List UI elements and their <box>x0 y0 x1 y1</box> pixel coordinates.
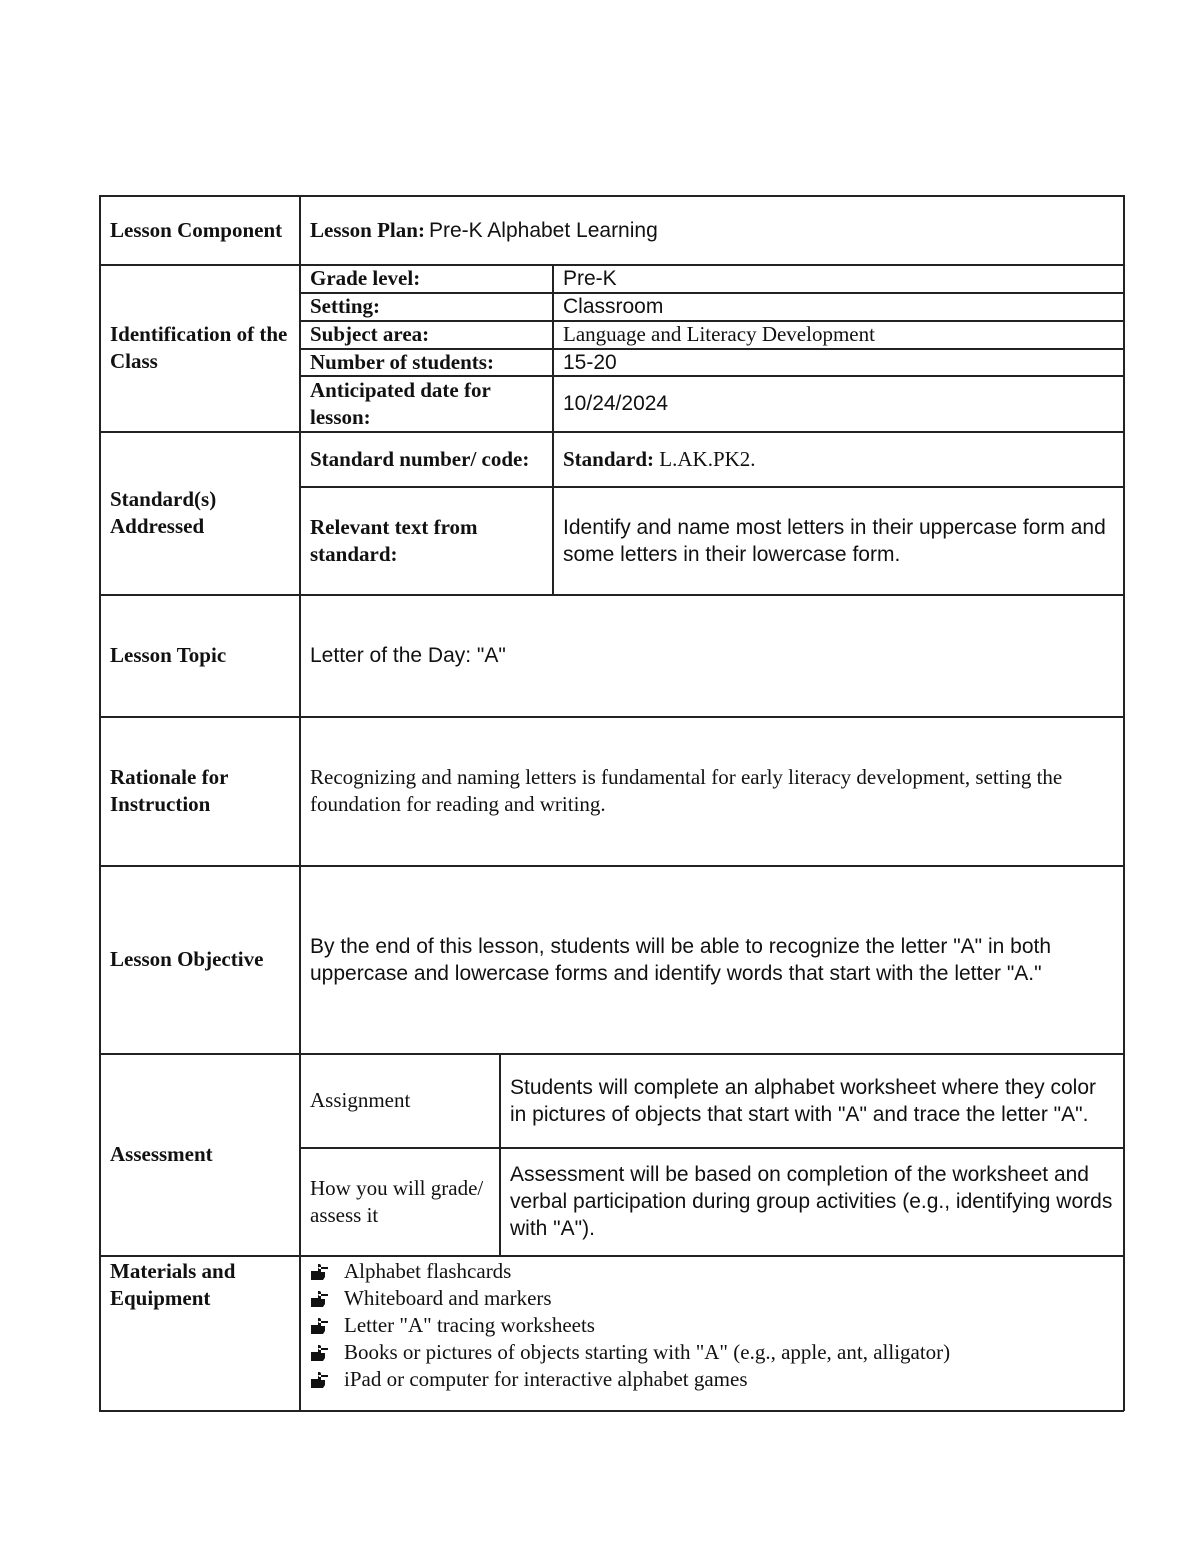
relevant-text-label-text: Relevant text from standard: <box>310 514 478 566</box>
anticipated-date-label-text: Anticipated date for lesson: <box>310 377 491 429</box>
material-text: Letter "A" tracing worksheets <box>344 1313 595 1337</box>
rationale-label <box>100 717 300 865</box>
objective-value <box>300 866 1123 1053</box>
setting-label: Setting: <box>310 294 380 318</box>
assignment-label: Assignment <box>310 1088 411 1112</box>
plan-label: Lesson Plan: <box>310 217 425 242</box>
material-text: Books or pictures of objects starting with "A" (e.g., apple, ant, alligator) <box>344 1340 951 1364</box>
topic-label: Lesson Topic <box>110 643 227 667</box>
materials-label-text: Materials and Equipment <box>110 1259 236 1310</box>
rationale-value <box>300 717 1123 865</box>
plan-title: Pre-K Alphabet Learning <box>428 218 658 242</box>
pointing-hand-icon <box>310 1371 344 1389</box>
materials-list <box>300 1258 1122 1393</box>
table-border-bottom <box>99 1410 1124 1412</box>
subject-area-value: Language and Literacy Development <box>563 322 875 346</box>
list-item <box>310 1312 1112 1339</box>
relevant-text-label <box>300 487 552 594</box>
topic-value: Letter of the Day: "A" <box>310 644 506 667</box>
lesson-plan-title <box>300 196 1123 264</box>
number-of-students-label: Number of students: <box>310 349 494 374</box>
identification-label-text: Identification of the Class <box>110 322 288 373</box>
standard-code-value: L.AK.PK2. <box>659 446 756 471</box>
relevant-text-value <box>553 487 1123 594</box>
rationale-label-text: Rationale for Instruction <box>110 765 229 816</box>
objective-value-text: By the end of this lesson, students will be able to recognize the letter "A" in both uppercase and lowercase forms and identify words that start with the letter "A." <box>310 934 1052 985</box>
material-text: iPad or computer for interactive alphabet games <box>344 1367 748 1391</box>
objective-label: Lesson Objective <box>110 947 264 971</box>
table-border-right <box>1123 195 1125 1411</box>
assignment-value <box>500 1054 1123 1147</box>
standards-label <box>100 432 300 594</box>
number-of-students-value: 15-20 <box>563 350 617 374</box>
pointing-hand-icon <box>310 1290 344 1308</box>
material-text: Alphabet flashcards <box>344 1259 512 1283</box>
setting-value: Classroom <box>563 295 664 318</box>
anticipated-date-value: 10/24/2024 <box>563 392 669 415</box>
component-label-text: Lesson Component <box>110 217 283 242</box>
grade-method-value <box>500 1148 1123 1255</box>
grade-level-label: Grade level: <box>310 266 421 290</box>
row-divider <box>99 1255 1124 1257</box>
standard-number-label-text: Standard number/ code: <box>310 446 530 471</box>
relevant-text-value-text: Identify and name most letters in their uppercase form and some letters in their lowercase form. <box>563 515 1106 566</box>
anticipated-date-label <box>300 376 552 431</box>
standard-number-label <box>300 432 552 486</box>
pointing-hand-icon <box>310 1317 344 1335</box>
grade-method-label <box>300 1148 499 1255</box>
subject-area-label: Subject area: <box>310 322 430 346</box>
assessment-label: Assessment <box>110 1142 213 1166</box>
grade-level-value: Pre-K <box>563 267 617 290</box>
list-item <box>310 1285 1112 1312</box>
identification-label <box>100 265 300 431</box>
grade-method-label-text: How you will grade/ assess it <box>310 1175 484 1227</box>
material-text: Whiteboard and markers <box>344 1286 552 1310</box>
list-item <box>310 1339 1112 1366</box>
grade-method-value-text: Assessment will be based on completion of the worksheet and verbal participation during group activities (e.g., identifying words with "A"). <box>510 1163 1113 1240</box>
standard-prefix: Standard: <box>563 446 655 471</box>
pointing-hand-icon <box>310 1263 344 1281</box>
list-item <box>310 1258 1112 1285</box>
standards-label-text: Standard(s) Addressed <box>110 487 217 538</box>
pointing-hand-icon <box>310 1344 344 1362</box>
list-item <box>310 1366 1112 1393</box>
standard-code <box>553 432 1123 486</box>
materials-label <box>100 1258 300 1314</box>
component-label <box>100 196 300 264</box>
rationale-value-text: Recognizing and naming letters is fundamental for early literacy development, setting the foundation for reading and writing. <box>310 765 1063 816</box>
assignment-value-text: Students will complete an alphabet worksheet where they color in pictures of objects that start with "A" and trace the letter "A". <box>510 1075 1096 1126</box>
